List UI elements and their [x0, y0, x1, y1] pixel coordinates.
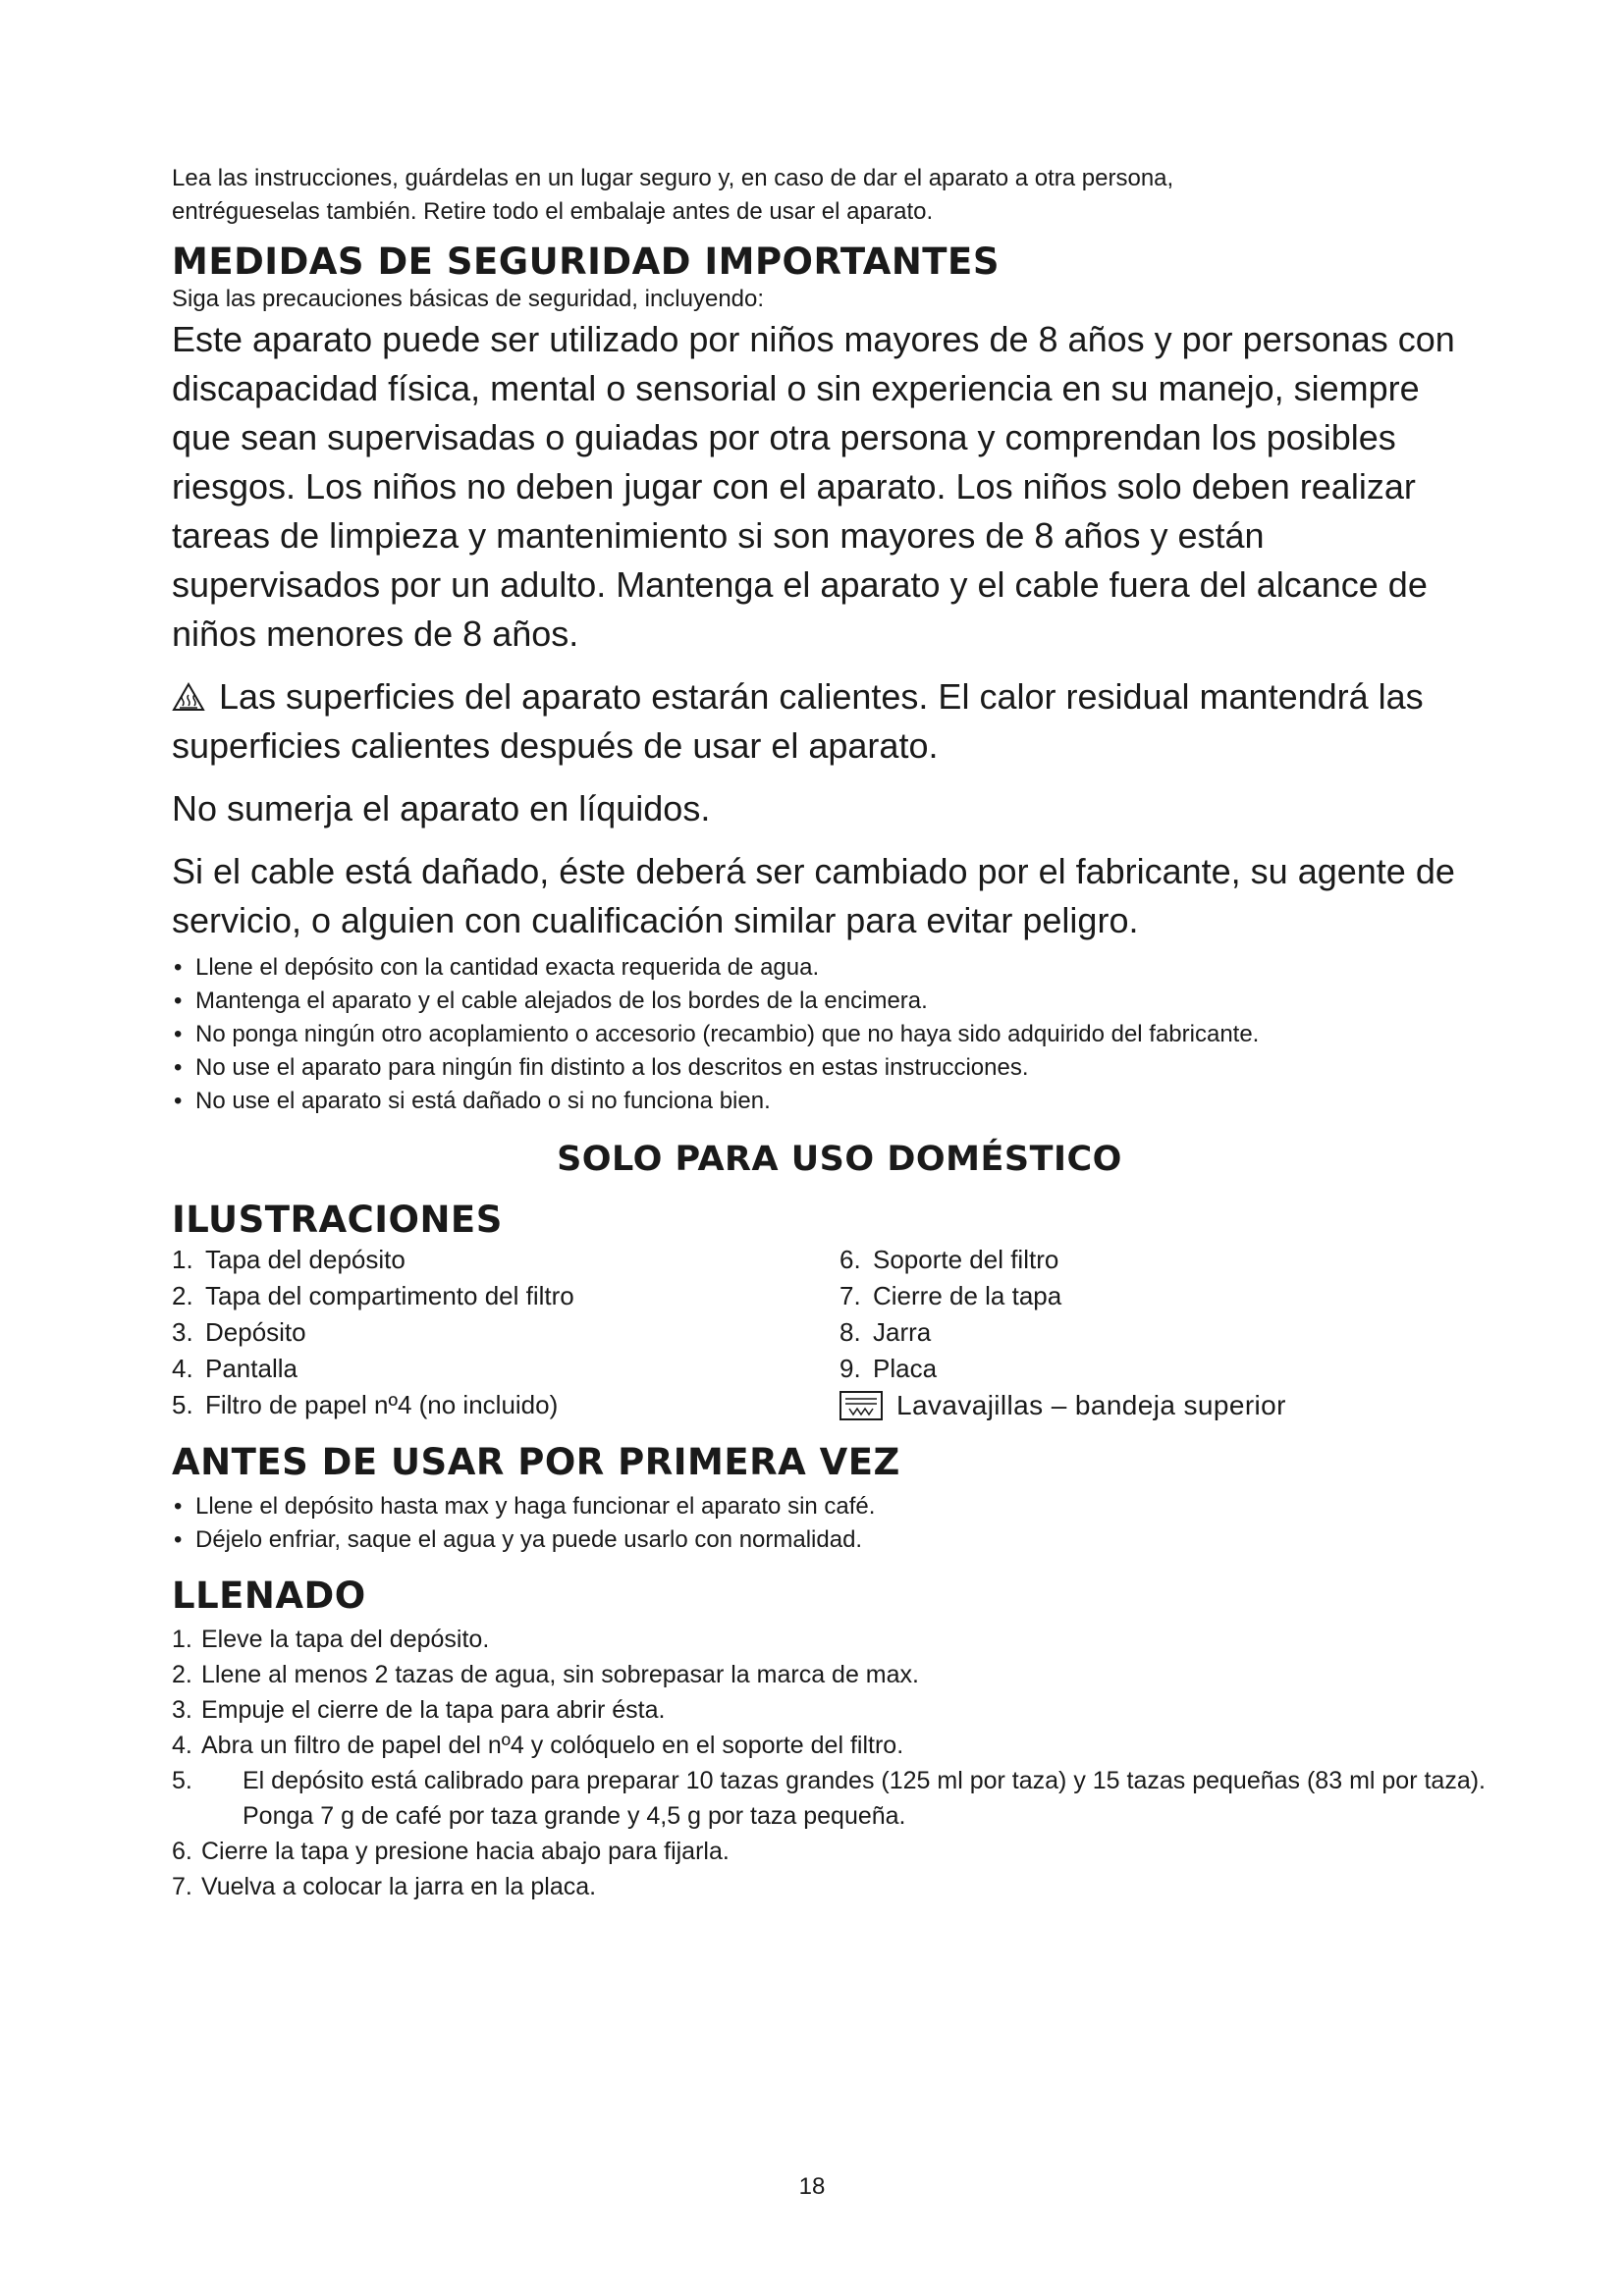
illustrations-list: [172, 1242, 1507, 1423]
list-item: 6. Cierre la tapa y presione hacia abajo para fijarla.: [172, 1838, 730, 1865]
list-item: • Mantenga el aparato y el cable alejados de los bordes de la encimera.: [172, 985, 1507, 1018]
illustrations-left-column: [172, 1242, 839, 1423]
list-item: 7. Cierre de la tapa: [839, 1281, 1062, 1310]
list-item: • No use el aparato si está dañado o si no funciona bien.: [172, 1085, 1507, 1118]
list-item: • No ponga ningún otro acoplamiento o accesorio (recambio) que no haya sido adquirido del fabricante.: [172, 1018, 1507, 1051]
list-item: 8. Jarra: [839, 1317, 932, 1347]
list-item: 2. Llene al menos 2 tazas de agua, sin sobrepasar la marca de max.: [172, 1661, 919, 1688]
list-item: 3. Depósito: [172, 1317, 306, 1347]
manual-page: [172, 162, 1507, 1904]
list-item: 9. Placa: [839, 1354, 938, 1383]
safety-paragraph-hot: Las superficies del aparato estarán calientes. El calor residual mantendrá las superficies calientes después de usar el aparato.: [172, 676, 1424, 766]
safety-subtitle: Siga las precauciones básicas de seguridad, incluyendo:: [172, 286, 765, 312]
list-item: 3. Empuje el cierre de la tapa para abrir ésta.: [172, 1696, 666, 1724]
filling-steps: [172, 1622, 1507, 1904]
safety-bullet-list: [172, 951, 1507, 1118]
hot-surface-warning-icon: [172, 682, 205, 712]
list-item: • No use el aparato para ningún fin distinto a los descritos en estas instrucciones.: [172, 1051, 1507, 1085]
list-item: 6. Soporte del filtro: [839, 1245, 1059, 1274]
list-item: 7. Vuelva a colocar la jarra en la placa.: [172, 1873, 597, 1900]
domestic-use-heading: SOLO PARA USO DOMÉSTICO: [557, 1140, 1122, 1179]
list-item: • Déjelo enfriar, saque el agua y ya puede usarlo con normalidad.: [172, 1523, 1507, 1557]
list-item: 5. Filtro de papel nº4 (no incluido): [172, 1390, 559, 1419]
safety-paragraph-cable: Si el cable está dañado, éste deberá ser cambiado por el fabricante, su agente de servicio, o alguien con cualificación similar para evitar peligro.: [172, 851, 1455, 940]
list-item: • Llene el depósito hasta max y haga funcionar el aparato sin café.: [172, 1490, 1507, 1523]
safety-paragraph-children: Este aparato puede ser utilizado por niños mayores de 8 años y por personas con discapacidad física, mental o sensorial o sin experiencia en su manejo, siempre que sean supervisadas o guiadas por otra persona y comprendan los posibles riesgos. Los niños no deben jugar con el aparato. Los niños solo deben realizar tareas de limpieza y mantenimiento si son mayores de 8 años y están supervisados por un adulto. Mantenga el aparato y el cable fuera del alcance de niños menores de 8 años.: [172, 319, 1455, 654]
safety-title: MEDIDAS DE SEGURIDAD IMPORTANTES: [172, 240, 1000, 283]
dishwasher-note: Lavavajillas – bandeja superior: [839, 1387, 1507, 1423]
list-item: 4. Pantalla: [172, 1354, 298, 1383]
page-number: 18: [798, 2173, 826, 2200]
filling-title: LLENADO: [172, 1575, 366, 1617]
list-item: 5. El depósito está calibrado para preparar 10 tazas grandes (125 ml por taza) y 15 tazas pequeñas (83 ml por taza). Ponga 7 g de café por taza grande y 4,5 g por taza pequeña.: [172, 1767, 1486, 1830]
list-item: 1. Tapa del depósito: [172, 1245, 406, 1274]
safety-paragraph-immerse: No sumerja el aparato en líquidos.: [172, 788, 711, 828]
list-item: 2. Tapa del compartimento del filtro: [172, 1281, 574, 1310]
illustrations-title: ILUSTRACIONES: [172, 1199, 503, 1241]
intro-text: Lea las instrucciones, guárdelas en un lugar seguro y, en caso de dar el aparato a otra persona, entrégueselas también. Retire todo el embalaje antes de usar el aparato.: [172, 165, 1174, 225]
before-use-list: [172, 1490, 1507, 1557]
before-use-title: ANTES DE USAR POR PRIMERA VEZ: [172, 1441, 900, 1483]
illustrations-right-column: [839, 1242, 1507, 1423]
list-item: 4. Abra un filtro de papel del nº4 y colóquelo en el soporte del filtro.: [172, 1732, 904, 1759]
list-item: • Llene el depósito con la cantidad exacta requerida de agua.: [172, 951, 1507, 985]
list-item: 1. Eleve la tapa del depósito.: [172, 1626, 490, 1653]
dishwasher-icon: [839, 1391, 883, 1420]
